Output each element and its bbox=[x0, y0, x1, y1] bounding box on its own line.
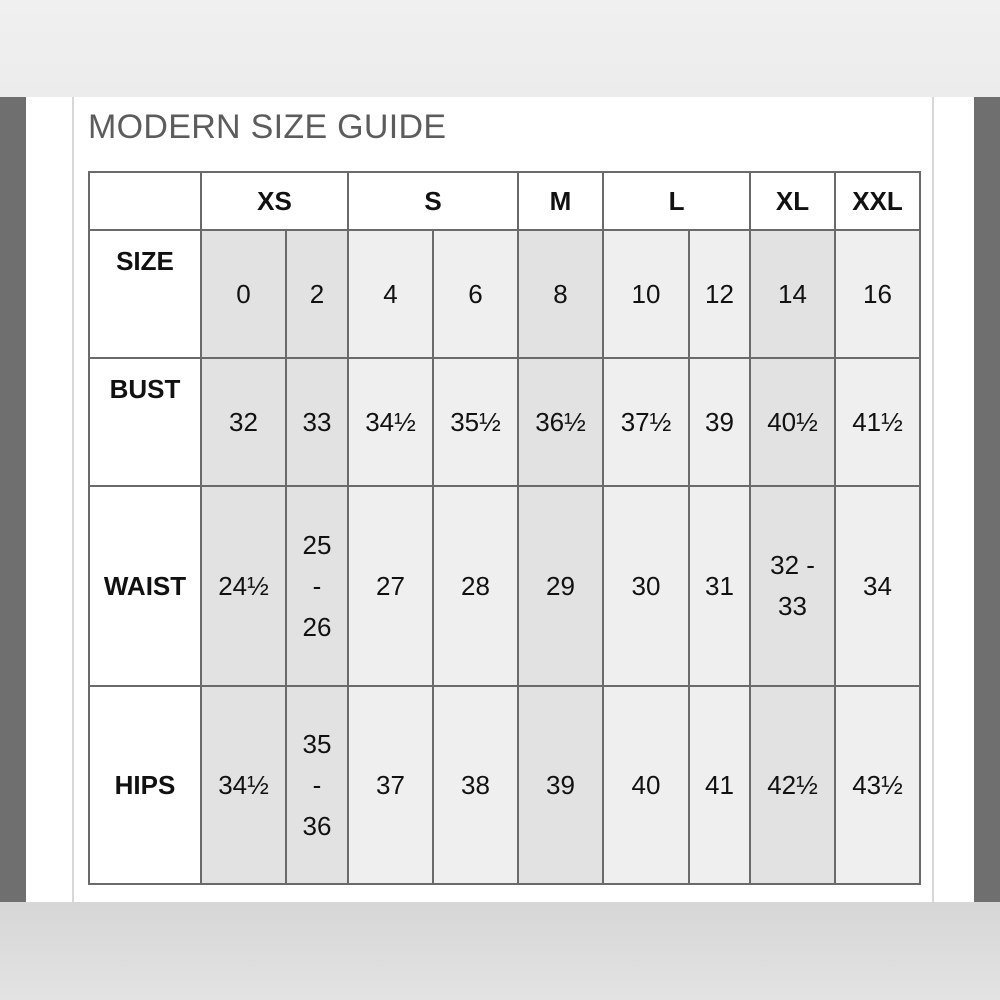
cell-text: 30 bbox=[631, 570, 661, 601]
table-cell bbox=[835, 686, 920, 884]
table-cell: 41½ bbox=[835, 358, 920, 486]
cell-text: 34 bbox=[863, 570, 892, 601]
table-cell: 12 bbox=[689, 230, 750, 358]
cell-text: 38 bbox=[461, 769, 490, 800]
size-group-header-row bbox=[89, 172, 920, 230]
cell-text: 43½ bbox=[852, 769, 903, 800]
table-row-bust bbox=[89, 358, 920, 486]
row-label-waist: WAIST bbox=[89, 486, 201, 686]
cell-text: 34½ bbox=[218, 769, 269, 800]
table-cell bbox=[835, 486, 920, 686]
table-cell: 32 bbox=[201, 358, 286, 486]
table-cell: 36½ bbox=[518, 358, 603, 486]
table-cell: 4 bbox=[348, 230, 433, 358]
table-cell bbox=[201, 686, 286, 884]
cell-text: 24½ bbox=[218, 570, 269, 601]
table-cell bbox=[433, 686, 518, 884]
cell-text: 40 bbox=[631, 769, 661, 800]
cell-text: 27 bbox=[376, 570, 405, 601]
cell-text: 39 bbox=[546, 769, 575, 800]
table-cell bbox=[348, 686, 433, 884]
table-cell bbox=[603, 686, 689, 884]
cell-text: 25 - 26 bbox=[302, 529, 332, 642]
table-cell: 40½ bbox=[750, 358, 835, 486]
cell-text: 37 bbox=[376, 769, 405, 800]
cell-text: 42½ bbox=[767, 769, 818, 800]
table-cell: 39 bbox=[689, 358, 750, 486]
cell-text: 28 bbox=[461, 570, 490, 601]
table-cell: 6 bbox=[433, 230, 518, 358]
group-header-l: L bbox=[603, 172, 750, 230]
left-panel-rule bbox=[72, 97, 74, 902]
group-header-xl: XL bbox=[750, 172, 835, 230]
header-corner-cell bbox=[89, 172, 201, 230]
table-cell bbox=[518, 486, 603, 686]
page-title: MODERN SIZE GUIDE bbox=[88, 108, 447, 146]
cell-text: 32 - 33 bbox=[770, 550, 815, 621]
table-cell bbox=[689, 486, 750, 686]
table-cell bbox=[750, 686, 835, 884]
table-row-hips bbox=[89, 686, 920, 884]
table-row-waist bbox=[89, 486, 920, 686]
table-cell bbox=[603, 486, 689, 686]
table-cell: 0 bbox=[201, 230, 286, 358]
table-cell bbox=[689, 686, 750, 884]
group-header-s: S bbox=[348, 172, 518, 230]
right-panel-rule bbox=[932, 97, 934, 902]
table-row-size bbox=[89, 230, 920, 358]
table-cell: 14 bbox=[750, 230, 835, 358]
table-cell: 37½ bbox=[603, 358, 689, 486]
group-header-xxl: XXL bbox=[835, 172, 920, 230]
cell-text: 35 - 36 bbox=[302, 728, 332, 841]
table-cell: 16 bbox=[835, 230, 920, 358]
row-label-bust: BUST bbox=[89, 358, 201, 486]
table-cell bbox=[286, 686, 348, 884]
group-header-xs: XS bbox=[201, 172, 348, 230]
table-cell bbox=[286, 486, 348, 686]
left-frame-bar bbox=[0, 97, 26, 902]
right-frame-bar bbox=[974, 97, 1000, 902]
table-cell bbox=[433, 486, 518, 686]
table-cell: 34½ bbox=[348, 358, 433, 486]
table-cell: 10 bbox=[603, 230, 689, 358]
table-cell bbox=[518, 686, 603, 884]
group-header-m: M bbox=[518, 172, 603, 230]
table-cell: 8 bbox=[518, 230, 603, 358]
table-cell bbox=[201, 486, 286, 686]
cell-text: 31 bbox=[705, 570, 734, 601]
table-cell: 2 bbox=[286, 230, 348, 358]
cell-text: 29 bbox=[546, 570, 575, 601]
table-cell: 33 bbox=[286, 358, 348, 486]
row-label-size: SIZE bbox=[89, 230, 201, 358]
size-guide-table bbox=[88, 171, 921, 885]
table-cell bbox=[348, 486, 433, 686]
table-cell: 35½ bbox=[433, 358, 518, 486]
row-label-hips: HIPS bbox=[89, 686, 201, 884]
cell-text: 41 bbox=[705, 769, 734, 800]
table-cell bbox=[750, 486, 835, 686]
